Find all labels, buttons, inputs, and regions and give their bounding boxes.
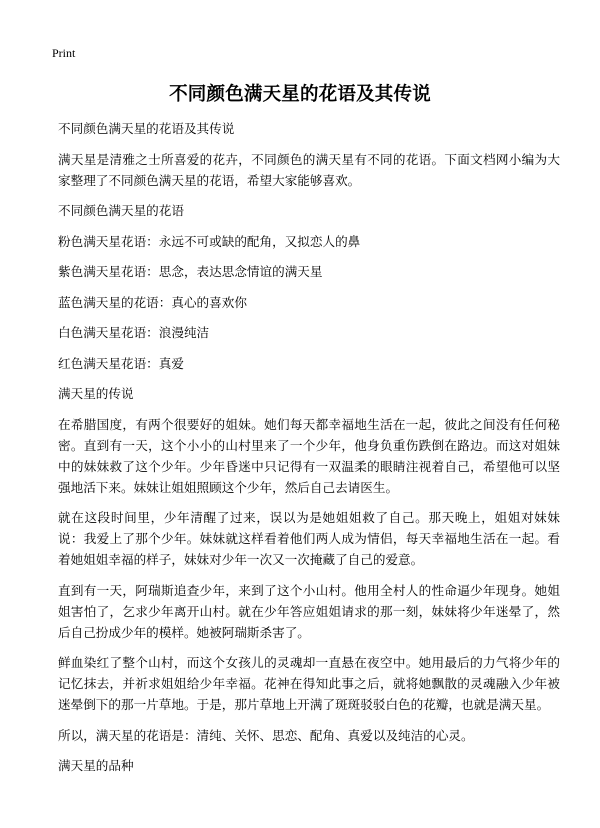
- paragraph: 粉色满天星花语：永远不可或缺的配角，又拟恋人的鼻: [58, 233, 361, 249]
- section-heading: 满天星的传说: [58, 386, 134, 401]
- paragraph: 蓝色满天星的花语：真心的喜欢你: [58, 294, 247, 310]
- section-heading: 满天星的品种: [58, 758, 134, 773]
- section-heading: 不同颜色满天星的花语: [58, 203, 184, 218]
- paragraph: 鲜血染红了整个山村，而这个女孩儿的灵魂却一直悬在夜空中。她用最后的力气将少年的记忆抹去，并祈求姐姐给少年幸福。花神在得知此事之后，就将她飘散的灵魂融入少年被迷晕倒下的那一片草地。于是，那片草地上开满了斑斑驳驳白色的花瓣，也就是满天星。: [58, 655, 560, 712]
- paragraph: 红色满天星花语：真爱: [58, 355, 184, 371]
- paragraph: 就在这段时间里，少年清醒了过来，误以为是她姐姐救了自己。那天晚上，姐姐对妹妹说：我爱上了那个少年。妹妹就这样看着他们两人成为情侣，每天幸福地生活在一起。看着她姐姐幸福的样子，妹妹对少年一次又一次掩藏了自己的爱意。: [58, 510, 560, 567]
- paragraph: 所以，满天星的花语是：清纯、关怀、思恋、配角、真爱以及纯洁的心灵。: [58, 727, 474, 743]
- paragraph: 满天星是清雅之士所喜爱的花卉，不同颜色的满天星有不同的花语。下面文档网小编为大家整理了不同颜色满天星的花语，希望大家能够喜欢。: [58, 151, 560, 188]
- paragraph: 不同颜色满天星的花语及其传说: [58, 121, 235, 136]
- print-link[interactable]: Print: [52, 46, 76, 60]
- paragraph: 紫色满天星花语：思念，表达思念情谊的满天星: [58, 264, 323, 279]
- paragraph: 直到有一天，阿瑞斯追查少年，来到了这个小山村。他用全村人的性命逼少年现身。她姐姐害怕了，乞求少年离开山村。就在少年答应姐姐请求的那一刻，妹妹将少年迷晕了，然后自己扮成少年的模样。她被阿瑞斯杀害了。: [58, 582, 560, 640]
- page-title: 不同颜色满天星的花语及其传说: [169, 84, 431, 105]
- paragraph: 白色满天星花语：浪漫纯洁: [58, 325, 210, 340]
- article-body: [58, 118, 560, 786]
- paragraph: 在希腊国度，有两个很要好的姐妹。她们每天都幸福地生活在一起，彼此之间没有任何秘密。直到有一天，这个小小的山村里来了一个少年，他身负重伤跌倒在路边。而这对姐妹中的妹妹救了这个少年。少年昏迷中只记得有一双温柔的眼睛注视着自己，希望他可以坚强地活下来。妹妹让姐姐照顾这个少年，然后自己去请医生。: [58, 416, 560, 495]
